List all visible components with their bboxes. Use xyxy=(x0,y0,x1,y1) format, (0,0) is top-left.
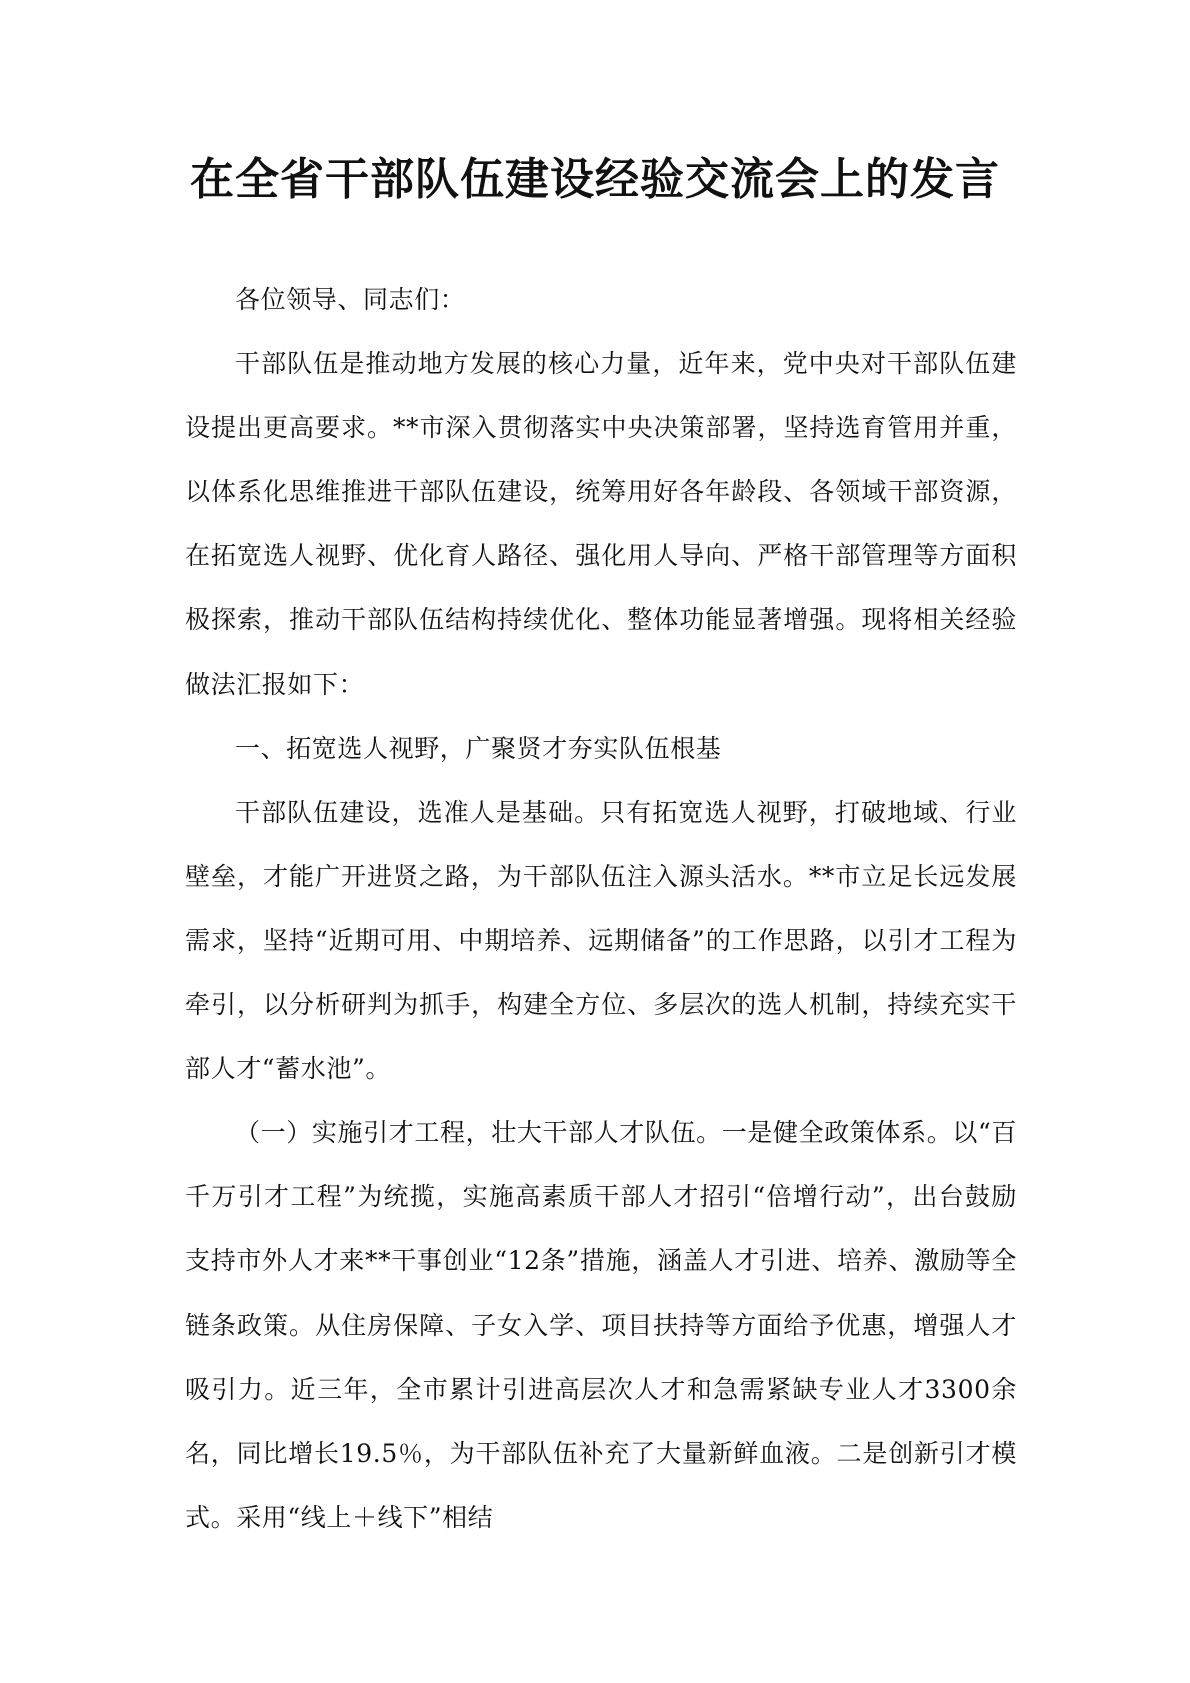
document-title: 在全省干部队伍建设经验交流会上的发言 xyxy=(190,154,1000,205)
intro-paragraph: 干部队伍是推动地方发展的核心力量，近年来，党中央对干部队伍建设提出更高要求。**市深入贯彻落实中央决策部署，坚持选育管用并重，以体系化思维推进干部队伍建设，统筹用好各年龄段、各领域干部资源，在拓宽选人视野、优化育人路径、强化用人导向、严格干部管理等方面积极探索，推动干部队伍结构持续优化、整体功能显著增强。现将相关经验做法汇报如下： xyxy=(185,349,1017,699)
salutation-paragraph: 各位领导、同志们： xyxy=(235,285,466,314)
subsection-paragraph: （一）实施引才工程，壮大干部人才队伍。一是健全政策体系。以“百千万引才工程”为统揽，实施高素质干部人才招引“倍增行动”，出台鼓励支持市外人才来**干事创业“12条”措施，涵盖人才引进、培养、激励等全链条政策。从住房保障、子女入学、项目扶持等方面给予优惠，增强人才吸引力。近三年，全市累计引进高层次人才和急需紧缺专业人才3300余名，同比增长19.5％，为干部队伍补充了大量新鲜血液。二是创新引才模式。采用“线上＋线下”相结 xyxy=(185,1118,1017,1532)
section-paragraph: 干部队伍建设，选准人是基础。只有拓宽选人视野，打破地域、行业壁垒，才能广开进贤之路，为干部队伍注入源头活水。**市立足长远发展需求，坚持“近期可用、中期培养、远期储备”的工作思路，以引才工程为牵引，以分析研判为抓手，构建全方位、多层次的选人机制，持续充实干部人才“蓄水池”。 xyxy=(185,797,1017,1084)
section-heading: 一、拓宽选人视野，广聚贤才夯实队伍根基 xyxy=(235,733,722,763)
document-body xyxy=(185,268,1017,1550)
